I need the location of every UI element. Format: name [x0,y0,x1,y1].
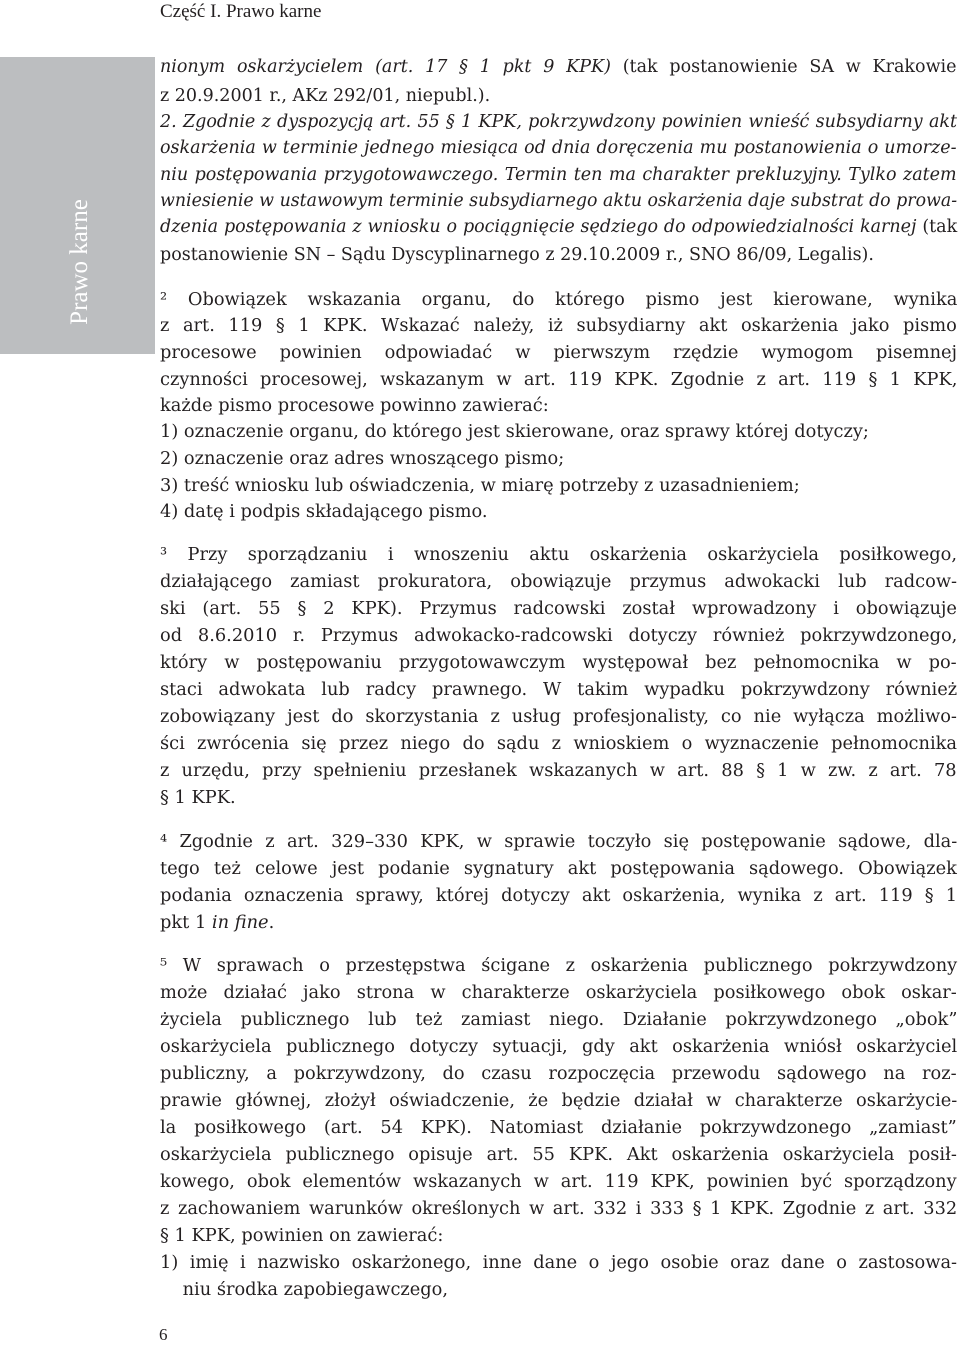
text-line [160,54,957,81]
text-run: życiela publicznego lub też zamiast niego. Działanie pokrzywdzonego „obok” [160,1009,958,1030]
text-run: może działać jako strona w charakterze oskarżyciela posiłkowego obok oskar- [160,982,957,1003]
text-run: procesowe powinien odpowiadać w pierwszym rzędzie wymogom pisemnej [160,342,958,363]
text-line [160,882,957,909]
text-line [160,366,957,393]
text-line [160,1222,443,1249]
section-side-tab [0,57,155,354]
page-number: 6 [159,1325,168,1344]
text-run: 4) datę i podpis składającego pismo. [160,501,488,522]
text-run: publiczny, a pokrzywdzony, do czasu rozpoczęcia przewodu sądowego na roz- [160,1063,957,1084]
text-run: (tak [916,217,958,237]
text-run: kowego, obok elementów wskazanych w art. 119 KPK, powinien być sporządzony [160,1171,957,1192]
text-line [160,214,957,241]
text-run: staci adwokata lub radcy prawnego. W takim wypadku pokrzywdzony również [160,679,958,700]
italic-text-run: dzenia postępowania z wniosku o pociągnięcie sędziego do odpowiedzialności karnej [160,217,917,237]
text-line [160,1087,957,1114]
text-run: ski (art. 55 § 2 KPK). Przymus radcowski został wprowadzony i obowiązuje [160,598,957,619]
text-run: 2) oznaczenie oraz adres wnoszącego pismo; [160,448,565,469]
text-line [160,952,957,979]
text-line [160,162,957,189]
text-run: tego też celowe jest podanie sygnatury akt postępowania sądowego. Obowiązek [160,858,957,879]
text-line [160,1006,957,1033]
italic-text-run: oskarżenia w terminie jednego miesiąca od dnia doręczenia mu postanowienia o umorze- [160,138,957,158]
text-run: ³ Przy sporządzaniu i wnoszeniu aktu oskarżenia oskarżyciela posiłkowego, [160,544,958,565]
text-run: podania oznaczenia sprawy, której dotyczy akt oskarżenia, wynika z art. 119 § 1 [160,885,958,906]
italic-text-run: niu postępowania przygotowawczego. Termin ten ma charakter prekluzyjny. Tylko zatem [160,165,957,185]
text-line [160,83,490,110]
text-run: (tak postanowienie SA w Krakowie [610,57,957,77]
text-line [160,1276,448,1303]
text-line [160,1195,957,1222]
text-line [160,649,957,676]
text-line [160,622,957,649]
text-line [160,784,236,811]
text-run: ² Obowiązek wskazania organu, do którego pismo jest kierowane, wynika [160,289,958,310]
text-line [160,1249,957,1276]
text-line [160,339,957,366]
text-run: oskarżyciela publicznego opisuje art. 55 KPK. Akt oskarżenia oskarżyciela posił- [160,1144,957,1165]
text-run: zobowiązany jest do skorzystania z usług profesjonalisty, co nie wyłącza możliwo- [160,706,957,727]
text-run: pkt 1 [160,912,212,933]
text-run: ści zwrócenia się przez niego do sądu z wnioskiem o wyznaczenie pełnomocnika [160,733,958,754]
text-line [160,1114,957,1141]
text-line [160,828,957,855]
text-line [160,1168,957,1195]
text-run: prawie głównej, złożył oświadczenie, że będzie działał w charakterze oskarżycie- [160,1090,958,1111]
text-line [160,541,957,568]
text-line [160,188,957,215]
text-line [160,979,957,1006]
text-line [160,730,957,757]
text-run: 3) treść wniosku lub oświadczenia, w miarę potrzeby z uzasadnieniem; [160,475,800,496]
text-run: 1) oznaczenie organu, do którego jest skierowane, oraz sprawy której dotyczy; [160,421,869,442]
text-run: niu środka zapobiegawczego, [160,1279,449,1300]
text-run: postanowienie SN – Sądu Dyscyplinarnego z 29.10.2009 r., SNO 86/09, Legalis). [160,245,874,265]
text-run: z art. 119 § 1 KPK. Wskazać należy, iż subsydiarny akt oskarżenia jako pismo [160,315,957,336]
section-side-tab-label: Prawo karne [66,199,93,325]
text-run: 1) imię i nazwisko oskarżonego, inne dane o jego osobie oraz dane o zastosowa- [160,1252,958,1273]
text-run: od 8.6.2010 r. Przymus adwokacko-radcowski dotyczy również pokrzywdzonego, [160,625,958,646]
text-run: ⁵ W sprawach o przestępstwa ścigane z oskarżenia publicznego pokrzywdzony [160,955,958,976]
text-line [160,286,957,313]
text-run: który w postępowaniu przygotowawczym występował bez pełnomocnika w po- [160,652,957,673]
text-line [160,109,957,136]
text-line [160,676,957,703]
text-line [160,445,564,472]
italic-text-run: wniesienie w ustawowym terminie subsydiarnego aktu oskarżenia daje substrat do prowa- [160,191,958,211]
text-line [160,242,874,269]
text-run: z zachowaniem warunków określonych w art. 332 i 333 § 1 KPK. Zgodnie z art. 332 [160,1198,958,1219]
text-line [160,392,549,419]
text-run: z 20.9.2001 r., AKz 292/01, niepubl.). [160,86,491,106]
text-run: każde pismo procesowe powinno zawierać: [160,395,549,416]
italic-text-run: in fine [211,912,269,933]
text-run: § 1 KPK. [160,787,236,808]
text-line [160,135,957,162]
text-line [160,855,957,882]
italic-text-run: nionym oskarżycielem (art. 17 § 1 pkt 9 KPK) [160,57,611,77]
text-run: oskarżyciela publicznego dotyczy sytuacji, gdy akt oskarżenia wniósł oskarżyciel [160,1036,958,1057]
text-line [160,568,957,595]
text-run: czynności procesowej, wskazanym w art. 119 KPK. Zgodnie z art. 119 § 1 KPK, [160,369,958,390]
running-header: Część I. Prawo karne [160,1,322,22]
text-line [160,703,957,730]
text-run: działającego zamiast prokuratora, obowiązuje przymus adwokacki lub radcow- [160,571,958,592]
text-run: . [268,912,275,933]
text-line [160,418,869,445]
text-line [160,595,957,622]
text-run: ⁴ Zgodnie z art. 329–330 KPK, w sprawie toczyło się postępowanie sądowe, dla- [160,831,958,852]
text-line [160,498,488,525]
text-line [160,1033,957,1060]
italic-text-run: 2. Zgodnie z dyspozycją art. 55 § 1 KPK, pokrzywdzony powinien wnieść subsydiarny akt [160,112,958,132]
text-line [160,757,957,784]
text-line [160,312,957,339]
text-run: § 1 KPK, powinien on zawierać: [160,1225,444,1246]
text-run: z urzędu, przy spełnieniu przesłanek wskazanych w art. 88 § 1 w zw. z art. 78 [160,760,957,781]
text-run: la posiłkowego (art. 54 KPK). Natomiast działanie pokrzywdzonego „zamiast” [160,1117,957,1138]
text-line [160,1060,957,1087]
text-line [160,909,274,936]
text-line [160,1141,957,1168]
text-line [160,472,800,499]
